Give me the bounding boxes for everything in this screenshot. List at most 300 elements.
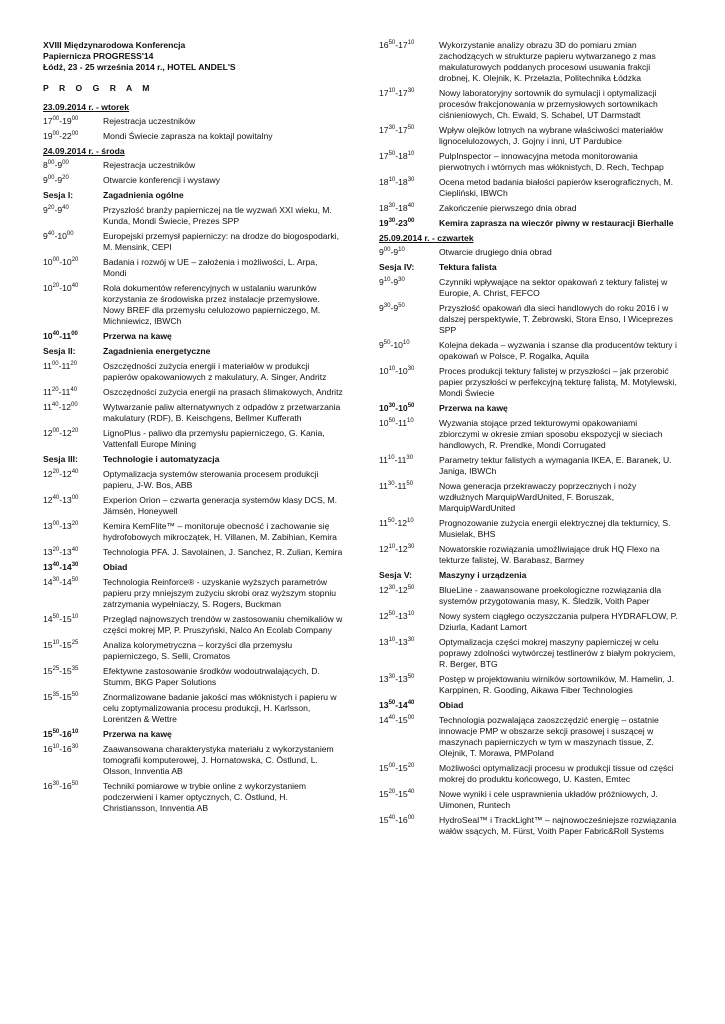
start-minutes: 30 xyxy=(388,674,396,680)
start-hour: 15 xyxy=(379,763,389,773)
time-slot: $13^{30}-13^{50}$ xyxy=(379,674,415,684)
end-hour: 17 xyxy=(398,125,408,135)
time-slot: $9^{50}-10^{10}$ xyxy=(379,340,410,350)
agenda-text: Techniki pomiarowe w trybie online z wykorzystaniem podczerwieni i kamer optycznych, C. Östlund, H. Christiansson, Innventia AB xyxy=(103,781,306,813)
end-hour: 10 xyxy=(398,403,408,413)
agenda-text: Europejski przemysł papierniczy: na drodze do biogospodarki, M. Mensink, CEPI xyxy=(103,231,339,252)
start-hour: 11 xyxy=(43,387,52,397)
end-hour: 9 xyxy=(57,175,63,185)
end-minutes: 50 xyxy=(407,674,415,680)
start-minutes: 00 xyxy=(51,361,59,367)
start-minutes: 20 xyxy=(388,789,396,795)
end-minutes: 20 xyxy=(71,428,79,434)
start-minutes: 30 xyxy=(388,218,396,224)
agenda-text: Przegląd najnowszych trendów w zastosowaniu chemikaliów w części mokrej MP, P. Pruszyński, Nalco An Ecolab Company xyxy=(103,614,343,635)
start-minutes: 30 xyxy=(52,577,60,583)
agenda-text: Zaawansowana charakterystyka materiału z wykorzystaniem tomografii komputerowej, J. Hornatowska, C. Östlund, L. Olsson, Innventia AB xyxy=(103,744,334,776)
agenda-text: Otwarcie konferencji i wystawy xyxy=(103,175,221,185)
end-minutes: 30 xyxy=(407,88,415,94)
agenda-row xyxy=(379,340,679,362)
agenda-row xyxy=(43,495,343,517)
agenda-text: Ocena metod badania białości papierów kserograficznych, M. Ciepliński, IBWCh xyxy=(439,177,674,198)
time-slot: $19^{30}-23^{00}$ xyxy=(379,218,415,228)
end-hour: 10 xyxy=(57,231,67,241)
agenda-row xyxy=(379,815,679,837)
time-slot: $12^{20}-12^{40}$ xyxy=(43,469,79,479)
start-minutes: 20 xyxy=(47,205,55,211)
start-hour: 9 xyxy=(379,247,384,257)
agenda-text: Obiad xyxy=(103,562,128,572)
start-hour: 9 xyxy=(379,277,384,287)
break-row xyxy=(379,403,679,414)
time-slot: $15^{35}-15^{50}$ xyxy=(43,692,79,702)
start-hour: 15 xyxy=(379,815,389,825)
end-minutes: 10 xyxy=(71,729,79,735)
end-minutes: 10 xyxy=(398,247,405,253)
conference-name: Papiernicza PROGRESS'14 xyxy=(43,51,154,61)
agenda-text: Rejestracja uczestników xyxy=(103,160,196,170)
start-hour: 12 xyxy=(43,428,53,438)
start-minutes: 00 xyxy=(47,175,55,181)
agenda-text: Zakończenie pierwszego dnia obrad xyxy=(439,203,577,213)
agenda-text: Technologia pozwalająca zaoszczędzić energię – ostatnie innowacje PMP w obszarze sekcji prasowej i suszącej w maszynach papierniczych w tym w maszynach tissue, Z. Olejnik, T. Morawa, PMPoland xyxy=(439,715,659,758)
time-slot: $17^{00}-19^{00}$ xyxy=(43,116,79,126)
start-minutes: 50 xyxy=(388,40,396,46)
start-hour: 12 xyxy=(43,469,53,479)
agenda-text: Technologia PFA. J. Savolainen, J. Sanchez, R. Zulian, Kemira xyxy=(103,547,343,557)
agenda-text: HydroSeal™ i TrackLight™ – najnowocześniejsze rozwiązania wałów ssących, M. Fürst, Voith Paper Fabric&Roll Systems xyxy=(439,815,677,836)
end-minutes: 10 xyxy=(71,614,79,620)
end-minutes: 00 xyxy=(66,231,74,237)
time-slot: $14^{50}-15^{10}$ xyxy=(43,614,79,624)
agenda-text: Otwarcie drugiego dnia obrad xyxy=(439,247,552,257)
end-hour: 15 xyxy=(62,640,72,650)
start-minutes: 30 xyxy=(387,481,395,487)
agenda-row xyxy=(43,469,343,491)
agenda-row xyxy=(43,160,343,171)
session-row xyxy=(379,570,679,581)
start-hour: 9 xyxy=(43,175,48,185)
end-minutes: 00 xyxy=(407,815,415,821)
start-minutes: 35 xyxy=(52,692,60,698)
end-minutes: 00 xyxy=(62,160,69,166)
start-hour: 13 xyxy=(379,637,389,647)
end-minutes: 50 xyxy=(398,303,405,309)
start-minutes: 50 xyxy=(388,418,396,424)
start-minutes: 50 xyxy=(52,729,60,735)
end-hour: 16 xyxy=(62,781,72,791)
start-hour: 17 xyxy=(43,116,53,126)
time-slot: $11^{50}-12^{10}$ xyxy=(379,518,414,528)
agenda-text: Wytwarzanie paliw alternatywnych z odpadów z przetwarzania makulatury (RDF), B. Keischgens, Bellmer Kufferath xyxy=(103,402,341,423)
agenda-row xyxy=(43,231,343,253)
start-hour: 11 xyxy=(379,481,388,491)
start-hour: 8 xyxy=(43,160,48,170)
agenda-text: Rejestracja uczestników xyxy=(103,116,196,126)
time-slot: $10^{10}-10^{30}$ xyxy=(379,366,415,376)
break-row xyxy=(379,700,679,711)
end-minutes: 00 xyxy=(71,131,79,137)
agenda-row xyxy=(379,455,679,477)
end-hour: 14 xyxy=(398,700,408,710)
time-slot: $15^{50}-16^{10}$ xyxy=(43,729,79,739)
time-slot: $13^{20}-13^{40}$ xyxy=(43,547,79,557)
agenda-text: Experion Orion – czwarta generacja systemów klasy DCS, M. Jämsén, Honeywell xyxy=(103,495,338,516)
start-hour: 11 xyxy=(43,361,52,371)
end-minutes: 40 xyxy=(407,203,415,209)
break-row xyxy=(43,331,343,342)
agenda-text: Efektywne zastosowanie środków wodoutrwalających, D. Stumm, BKG Paper Solutions xyxy=(103,666,320,687)
end-hour: 17 xyxy=(398,88,408,98)
agenda-text: Oszczędności zużycia energii i materiałów w produkcji papierów opakowaniowych z makulatury, A. Singer, Andritz xyxy=(103,361,327,382)
end-minutes: 40 xyxy=(71,283,79,289)
time-slot: $10^{00}-10^{20}$ xyxy=(43,257,79,267)
agenda-text: Nowy system ciągłego oczyszczania pulpera HYDRAFLOW, P. Dziurla, Kadant Lamort xyxy=(439,611,678,632)
session-label: Sesja II: xyxy=(43,346,76,356)
right-column xyxy=(379,40,679,841)
time-slot: $12^{40}-13^{00}$ xyxy=(43,495,79,505)
agenda-text: Analiza kolorymetryczna – korzyści dla przemysłu papierniczego, S. Selli, Cromatos xyxy=(103,640,293,661)
agenda-row xyxy=(379,674,679,696)
end-hour: 11 xyxy=(62,331,72,341)
time-slot: $10^{40}-11^{00}$ xyxy=(43,331,78,341)
end-hour: 12 xyxy=(62,428,72,438)
time-slot: $15^{00}-15^{20}$ xyxy=(379,763,415,773)
start-hour: 9 xyxy=(43,231,48,241)
start-hour: 13 xyxy=(379,674,389,684)
time-slot: $9^{00}-9^{20}$ xyxy=(43,175,69,185)
start-minutes: 10 xyxy=(388,366,396,372)
start-hour: 16 xyxy=(43,781,53,791)
end-minutes: 30 xyxy=(407,637,415,643)
end-hour: 17 xyxy=(398,40,408,50)
end-hour: 22 xyxy=(62,131,72,141)
time-slot: $8^{00}-9^{00}$ xyxy=(43,160,69,170)
start-hour: 17 xyxy=(379,151,389,161)
agenda-text: Kemira zaprasza na wieczór piwny w restauracji Bierhalle xyxy=(439,218,674,228)
end-hour: 15 xyxy=(398,789,408,799)
end-hour: 12 xyxy=(62,469,72,479)
end-minutes: 40 xyxy=(71,469,79,475)
agenda-text: Nowe wyniki i cele usprawnienia układów próżniowych, J. Uimonen, Runtech xyxy=(439,789,658,810)
agenda-text: Rola dokumentów referencyjnych w ustalaniu warunków korzystania ze środowiska przez instalacje przemysłowe. Nowy BREF dla przemysłu celulozowo papierniczego, M. Michniewicz, IBWCh xyxy=(103,283,321,326)
end-minutes: 00 xyxy=(71,331,78,337)
agenda-row xyxy=(43,521,343,543)
session-row xyxy=(43,190,343,201)
end-hour: 12 xyxy=(398,585,408,595)
end-minutes: 40 xyxy=(71,547,79,553)
end-minutes: 50 xyxy=(71,692,79,698)
agenda-row xyxy=(379,789,679,811)
start-hour: 18 xyxy=(379,203,389,213)
session-label: Sesja III: xyxy=(43,454,78,464)
end-minutes: 10 xyxy=(407,40,415,46)
start-hour: 15 xyxy=(43,692,53,702)
conference-title: XVIII Międzynarodowa Konferencja xyxy=(43,40,186,50)
time-slot: $15^{25}-15^{35}$ xyxy=(43,666,79,676)
time-slot: $9^{30}-9^{50}$ xyxy=(379,303,405,313)
end-minutes: 30 xyxy=(406,455,414,461)
end-minutes: 00 xyxy=(71,402,78,408)
agenda-text: Przerwa na kawę xyxy=(103,729,172,739)
session-row xyxy=(379,262,679,273)
agenda-text: Parametry tektur falistych a wymagania IKEA, E. Baranek, U. Janiga, IBWCh xyxy=(439,455,672,476)
start-hour: 10 xyxy=(379,418,389,428)
end-minutes: 50 xyxy=(406,481,414,487)
start-minutes: 40 xyxy=(47,231,55,237)
end-minutes: 50 xyxy=(407,585,415,591)
start-minutes: 10 xyxy=(52,640,60,646)
time-slot: $11^{20}-11^{40}$ xyxy=(43,387,78,397)
agenda-row xyxy=(379,125,679,147)
end-hour: 15 xyxy=(62,614,72,624)
time-slot: $18^{30}-18^{40}$ xyxy=(379,203,415,213)
start-minutes: 40 xyxy=(388,815,396,821)
start-hour: 14 xyxy=(43,577,53,587)
end-minutes: 40 xyxy=(62,205,69,211)
agenda-text: Proces produkcji tektury falistej w przyszłości – jak przerobić papier przyszłości w perfekcyjną tekturę falistą, M. Motylewski, Mondi Świecie xyxy=(439,366,677,398)
agenda-row xyxy=(379,40,679,84)
start-minutes: 10 xyxy=(388,637,396,643)
end-hour: 13 xyxy=(398,637,408,647)
start-hour: 16 xyxy=(379,40,389,50)
agenda-row xyxy=(43,547,343,558)
session-title: Zagadnienia ogólne xyxy=(103,190,184,200)
agenda-text: Przyszłość opakowań dla sieci handlowych do roku 2016 i w dalszej perspektywie, T. Żebrowski, Stora Enso, I Wiceprezes SPP xyxy=(439,303,673,335)
time-slot: $18^{10}-18^{30}$ xyxy=(379,177,415,187)
start-minutes: 50 xyxy=(383,340,391,346)
agenda-row xyxy=(379,418,679,451)
agenda-text: Przerwa na kawę xyxy=(439,403,508,413)
start-hour: 12 xyxy=(379,611,389,621)
session-label: Sesja IV: xyxy=(379,262,415,272)
end-minutes: 20 xyxy=(407,763,415,769)
end-hour: 9 xyxy=(393,277,399,287)
start-hour: 10 xyxy=(379,403,389,413)
start-minutes: 10 xyxy=(387,455,395,461)
end-minutes: 30 xyxy=(71,562,79,568)
start-minutes: 00 xyxy=(52,521,60,527)
agenda-row xyxy=(379,518,679,540)
start-hour: 15 xyxy=(379,789,389,799)
start-minutes: 00 xyxy=(388,763,396,769)
agenda-text: Optymalizacja części mokrej maszyny papierniczej w celu poprawy zdolności wytwórczej testlinerów z białym pokryciem, R. Berger, BTG xyxy=(439,637,676,669)
day-heading: 23.09.2014 r. - wtorek xyxy=(43,102,129,112)
end-minutes: 20 xyxy=(71,521,79,527)
day-heading: 25.09.2014 r. - czwartek xyxy=(379,233,474,243)
agenda-row xyxy=(43,428,343,450)
start-hour: 18 xyxy=(379,177,389,187)
end-minutes: 00 xyxy=(407,218,415,224)
end-hour: 18 xyxy=(398,203,408,213)
break-row xyxy=(43,562,343,573)
start-minutes: 40 xyxy=(51,402,59,408)
agenda-text: Znormalizowane badanie jakości mas włóknistych i papieru w celu zoptymalizowania procesu produkcji, H. Karlsson, Lorentzen & Wettre xyxy=(103,692,337,724)
start-minutes: 50 xyxy=(388,151,396,157)
time-slot: $17^{30}-17^{50}$ xyxy=(379,125,415,135)
time-slot: $17^{10}-17^{30}$ xyxy=(379,88,415,98)
time-slot: $15^{10}-15^{25}$ xyxy=(43,640,79,650)
end-hour: 15 xyxy=(398,715,408,725)
program-heading: P R O G R A M xyxy=(43,83,154,93)
end-minutes: 10 xyxy=(407,611,415,617)
start-hour: 15 xyxy=(43,666,53,676)
time-slot: $9^{00}-9^{10}$ xyxy=(379,247,405,257)
start-minutes: 10 xyxy=(383,277,391,283)
start-hour: 9 xyxy=(379,303,384,313)
agenda-row xyxy=(43,131,343,142)
end-minutes: 30 xyxy=(71,744,79,750)
time-slot: $9^{40}-10^{00}$ xyxy=(43,231,74,241)
start-hour: 16 xyxy=(43,744,53,754)
agenda-row xyxy=(379,88,679,121)
time-slot: $15^{20}-15^{40}$ xyxy=(379,789,415,799)
session-row xyxy=(43,346,343,357)
agenda-text: Technologia Reinforce® - uzyskanie wyższych parametrów papieru przy mniejszym zużyciu skrobi oraz wyższym stopniu zatrzymania wypełniaczy, S. Rogers, Buckman xyxy=(103,577,337,609)
agenda-text: Wpływ olejków lotnych na wybrane właściwości materiałów lignocelulozowych, J. Gojny i inni, UT Pardubice xyxy=(439,125,663,146)
end-hour: 14 xyxy=(62,562,72,572)
time-slot: $13^{00}-13^{20}$ xyxy=(43,521,79,531)
time-slot: $14^{40}-15^{00}$ xyxy=(379,715,415,725)
start-minutes: 50 xyxy=(388,611,396,617)
start-hour: 12 xyxy=(379,585,389,595)
end-hour: 9 xyxy=(57,205,63,215)
start-hour: 15 xyxy=(43,729,53,739)
agenda-row xyxy=(379,611,679,633)
agenda-text: Postęp w projektowaniu wirników sortowników, M. Hamelin, J. Karppinen, R. Gooding, Aikawa Fiber Technologies xyxy=(439,674,674,695)
time-slot: $9^{20}-9^{40}$ xyxy=(43,205,69,215)
day-heading: 24.09.2014 r. - środa xyxy=(43,146,125,156)
agenda-text: Optymalizacja systemów sterowania procesem produkcji papieru, J-W. Bos, ABB xyxy=(103,469,319,490)
end-minutes: 00 xyxy=(407,715,415,721)
start-hour: 9 xyxy=(43,205,48,215)
session-title: Maszyny i urządzenia xyxy=(439,570,527,580)
agenda-row xyxy=(379,366,679,399)
start-hour: 17 xyxy=(379,125,389,135)
end-minutes: 40 xyxy=(407,789,415,795)
agenda-row xyxy=(379,277,679,299)
end-minutes: 40 xyxy=(70,387,78,393)
time-slot: $10^{20}-10^{40}$ xyxy=(43,283,79,293)
start-hour: 11 xyxy=(379,518,388,528)
start-minutes: 30 xyxy=(388,585,396,591)
end-minutes: 20 xyxy=(70,361,78,367)
start-minutes: 20 xyxy=(52,469,60,475)
start-minutes: 20 xyxy=(52,547,60,553)
agenda-text: Kolejna dekada – wyzwania i szanse dla producentów tektury i opakowań w Polsce, P. Rogalka, Aquila xyxy=(439,340,677,361)
end-hour: 15 xyxy=(62,666,72,676)
end-hour: 13 xyxy=(398,674,408,684)
end-hour: 9 xyxy=(57,160,63,170)
start-minutes: 50 xyxy=(388,700,396,706)
agenda-row xyxy=(43,116,343,127)
session-title: Tektura falista xyxy=(439,262,497,272)
agenda-text: Oszczędności zużycia energii na prasach ślimakowych, Andritz xyxy=(103,387,343,397)
agenda-row xyxy=(43,781,343,814)
start-minutes: 10 xyxy=(388,177,396,183)
start-hour: 9 xyxy=(379,340,384,350)
time-slot: $12^{00}-12^{20}$ xyxy=(43,428,79,438)
agenda-row xyxy=(43,666,343,688)
end-minutes: 20 xyxy=(62,175,69,181)
end-hour: 11 xyxy=(398,418,408,428)
start-hour: 17 xyxy=(379,88,389,98)
agenda-text: Przerwa na kawę xyxy=(103,331,172,341)
agenda-row xyxy=(43,577,343,610)
agenda-row xyxy=(43,744,343,777)
start-hour: 12 xyxy=(43,495,53,505)
end-minutes: 10 xyxy=(407,151,415,157)
start-hour: 13 xyxy=(379,700,389,710)
start-minutes: 30 xyxy=(52,781,60,787)
end-hour: 12 xyxy=(61,402,72,412)
end-minutes: 35 xyxy=(71,666,79,672)
start-minutes: 00 xyxy=(52,131,60,137)
end-hour: 13 xyxy=(398,611,408,621)
end-hour: 11 xyxy=(61,387,71,397)
time-slot: $14^{30}-14^{50}$ xyxy=(43,577,79,587)
start-minutes: 00 xyxy=(383,247,391,253)
end-minutes: 10 xyxy=(407,418,414,424)
conference-date-venue: Łódź, 23 - 25 września 2014 r., HOTEL ANDEL'S xyxy=(43,62,236,72)
time-slot: $16^{30}-16^{50}$ xyxy=(43,781,79,791)
start-hour: 15 xyxy=(43,640,53,650)
start-hour: 11 xyxy=(379,455,388,465)
session-title: Zagadnienia energetyczne xyxy=(103,346,211,356)
agenda-text: Prognozowanie zużycia energii elektrycznej dla tekturnicy, S. Musielak, BHS xyxy=(439,518,671,539)
end-minutes: 50 xyxy=(71,577,79,583)
start-minutes: 00 xyxy=(52,116,60,122)
start-minutes: 10 xyxy=(388,544,396,550)
start-minutes: 25 xyxy=(52,666,60,672)
end-minutes: 00 xyxy=(71,116,79,122)
agenda-text: PulpInspector – innowacyjna metoda monitorowania pierwotnych i wtórnych mas włóknistych, D. Rech, Techpap xyxy=(439,151,664,172)
agenda-text: Czynniki wpływające na sektor opakowań z tektury falistej w Europie, A. Christ, FEFCO xyxy=(439,277,668,298)
time-slot: $9^{10}-9^{30}$ xyxy=(379,277,405,287)
agenda-text: Obiad xyxy=(439,700,464,710)
session-title: Technologie i automatyzacja xyxy=(103,454,220,464)
break-row xyxy=(379,218,679,229)
start-minutes: 00 xyxy=(52,257,60,263)
end-hour: 11 xyxy=(397,455,407,465)
end-hour: 16 xyxy=(62,744,72,754)
agenda-row xyxy=(379,637,679,670)
time-slot: $13^{10}-13^{30}$ xyxy=(379,637,415,647)
end-hour: 18 xyxy=(398,151,408,161)
end-minutes: 50 xyxy=(407,403,415,409)
start-minutes: 00 xyxy=(52,428,60,434)
end-minutes: 25 xyxy=(71,640,79,646)
end-minutes: 20 xyxy=(71,257,79,263)
start-minutes: 30 xyxy=(388,203,396,209)
right-schedule xyxy=(379,40,679,837)
end-minutes: 30 xyxy=(398,277,405,283)
break-row xyxy=(43,729,343,740)
time-slot: $10^{30}-10^{50}$ xyxy=(379,403,415,413)
end-hour: 14 xyxy=(62,577,72,587)
start-hour: 10 xyxy=(43,257,53,267)
left-schedule xyxy=(43,102,343,814)
agenda-text: BlueLine - zaawansowane proekologiczne rozwiązania dla systemów przygotowania masy, K. Śledzik, Voith Paper xyxy=(439,585,662,606)
end-hour: 9 xyxy=(393,303,399,313)
agenda-row xyxy=(379,203,679,214)
time-slot: $12^{30}-12^{50}$ xyxy=(379,585,415,595)
time-slot: $12^{10}-12^{30}$ xyxy=(379,544,415,554)
agenda-row xyxy=(43,283,343,327)
start-hour: 13 xyxy=(43,562,53,572)
start-hour: 10 xyxy=(43,331,53,341)
session-label: Sesja V: xyxy=(379,570,412,580)
